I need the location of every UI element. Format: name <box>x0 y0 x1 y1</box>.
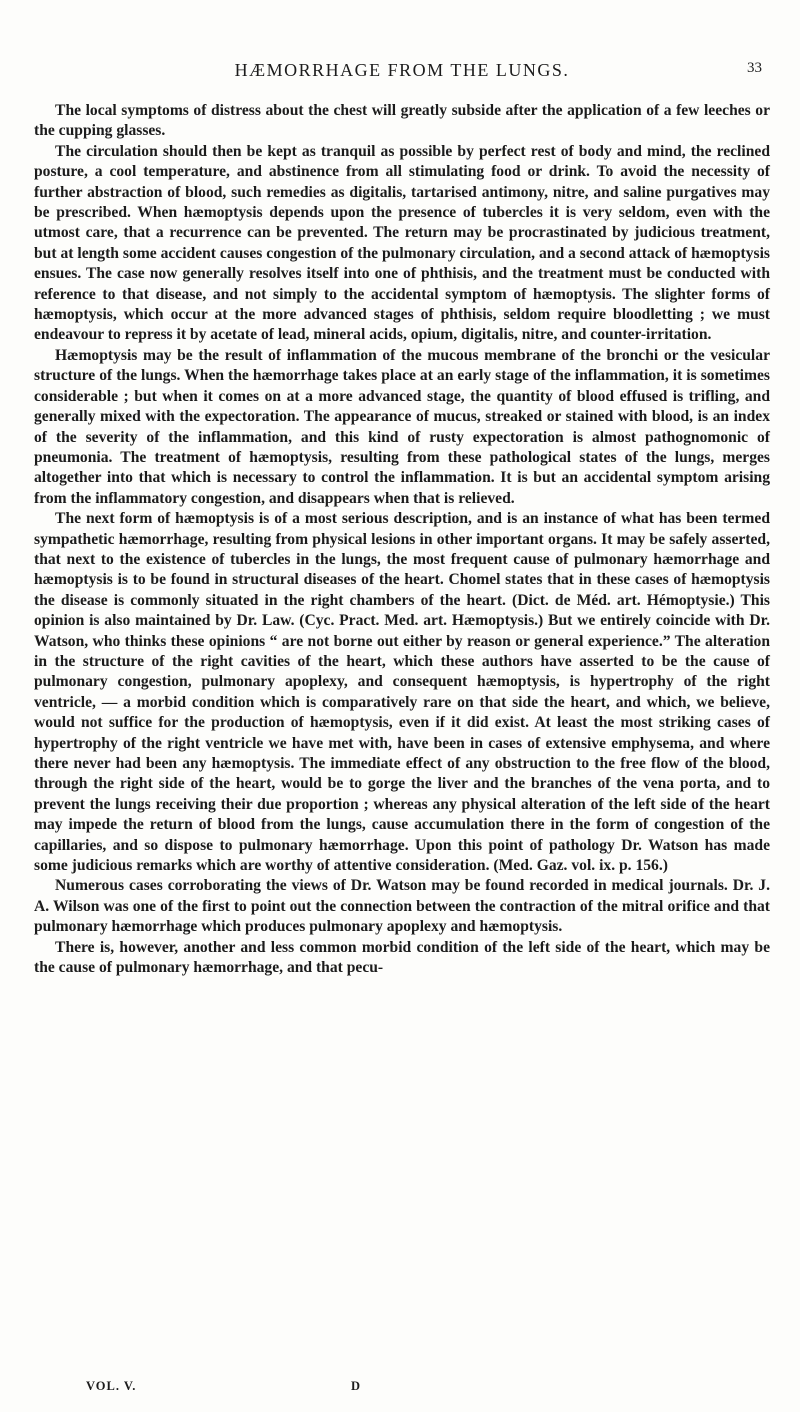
running-title: HÆMORRHAGE FROM THE LUNGS. <box>234 60 570 80</box>
volume-label: VOL. V. <box>86 1379 137 1393</box>
paragraph: The next form of hæmoptysis is of a most serious description, and is an instance of what has been termed sympathetic hæmorrhage, resulting from physical lesions in other important organs. It may be safely asserted, that next to the existence of tubercles in the lungs, the most frequent cause of pulmonary hæmorrhage and hæmoptysis is to be found in structural diseases of the heart. Chomel states that in these cases of hæmoptysis the disease is commonly situated in the right chambers of the heart. (Dict. de Méd. art. Hémoptysie.) This opinion is also maintained by Dr. Law. (Cyc. Pract. Med. art. Hæmoptysis.) But we entirely coincide with Dr. Watson, who thinks these opinions “ are not borne out either by reason or general experience.” The alteration in the structure of the right cavities of the heart, which these authors have asserted to be the cause of pulmonary congestion, pulmonary apoplexy, and consequent hæmoptysis, is hypertrophy of the right ventricle, — a morbid condition which is comparatively rare on that side the heart, and which, we believe, would not suffice for the production of hæmoptysis, even if it did exist. At least the most striking cases of hypertrophy of the right ventricle we have met with, have been in cases of extensive emphysema, and where there never had been any hæmoptysis. The immediate effect of any obstruction to the free flow of the blood, through the right side of the heart, would be to gorge the liver and the branches of the vena porta, and to prevent the lungs receiving their due proportion ; whereas any physical alteration of the left side of the heart may impede the return of blood from the lungs, cause accumulation there in the form of congestion of the capillaries, and so dispose to pulmonary hæmorrhage. Upon this point of pathology Dr. Watson has made some judicious remarks which are worthy of attentive consideration. (Med. Gaz. vol. ix. p. 156.) <box>34 510 770 875</box>
paragraph: The circulation should then be kept as tranquil as possible by perfect rest of body and mind, the reclined posture, a cool temperature, and abstinence from all stimulating food or drink. To avoid the necessity of further abstraction of blood, such remedies as digitalis, tartarised antimony, nitre, and saline purgatives may be prescribed. When hæmoptysis depends upon the presence of tubercles it is very seldom, even with the utmost care, that a recurrence can be prevented. The return may be procrastinated by judicious treatment, but at length some accident causes congestion of the pulmonary circulation, and a second attack of hæmoptysis ensues. The case now generally resolves itself into one of phthisis, and the treatment must be conducted with reference to that disease, and not simply to the accidental symptom of hæmoptysis. The slighter forms of hæmoptysis, which occur at the more advanced stages of phthisis, seldom require bloodletting ; we must endeavour to repress it by acetate of lead, mineral acids, opium, digitalis, nitre, and counter-irritation. <box>34 142 770 344</box>
body-text <box>34 101 770 978</box>
paragraph: Hæmoptysis may be the result of inflammation of the mucous membrane of the bronchi or the vesicular structure of the lungs. When the hæmorrhage takes place at an early stage of the inflammation, it is sometimes considerable ; but when it comes on at a more advanced stage, the quantity of blood effused is trifling, and generally mixed with the expectoration. The appearance of mucus, streaked or stained with blood, is an index of the severity of the inflammation, and this kind of rusty expectoration is almost pathognomonic of pneumonia. The treatment of hæmoptysis, resulting from these pathological states of the lungs, merges altogether into that which is necessary to control the inflammation. It is but an accidental symptom arising from the inflammatory congestion, and disappears when that is relieved. <box>34 346 770 507</box>
paragraph: The local symptoms of distress about the chest will greatly subside after the application of a few leeches or the cupping glasses. <box>34 102 770 140</box>
paragraph: There is, however, another and less common morbid condition of the left side of the heart, which may be the cause of pulmonary hæmorrhage, and that pecu- <box>34 938 770 977</box>
paragraph: Numerous cases corroborating the views of Dr. Watson may be found recorded in medical journals. Dr. J. A. Wilson was one of the first to point out the connection between the contraction of the mitral orifice and that pulmonary hæmorrhage which produces pulmonary apoplexy and hæmoptysis. <box>34 877 770 936</box>
signature-mark: D <box>351 1379 362 1393</box>
page-number: 33 <box>747 60 762 76</box>
running-head <box>34 60 770 84</box>
page-footer <box>86 1379 540 1399</box>
